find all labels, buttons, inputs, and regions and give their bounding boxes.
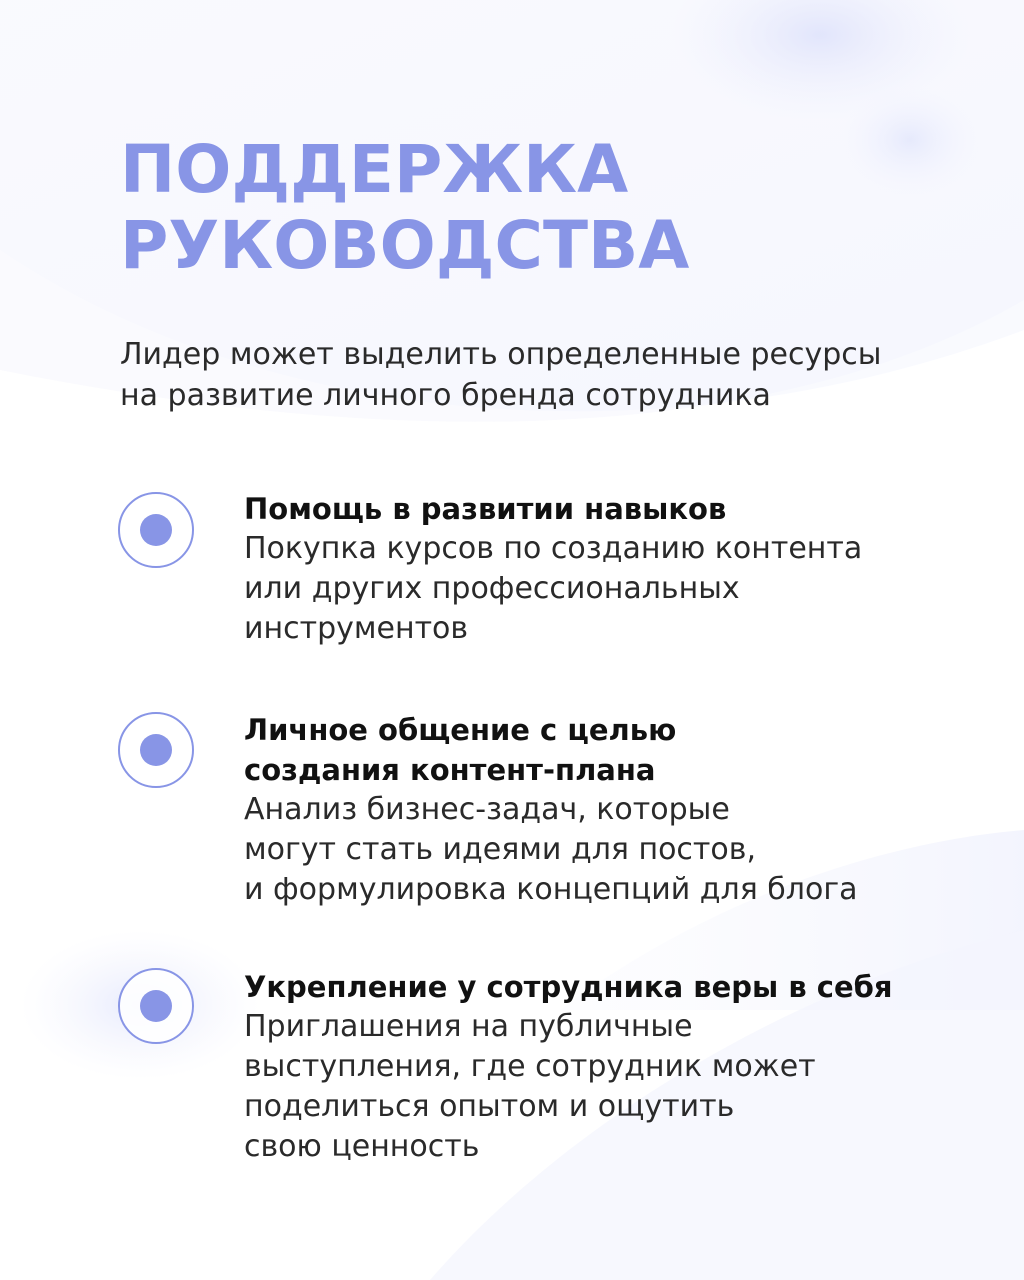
- bullet-circle-icon: [118, 712, 194, 788]
- page-title-line: РУКОВОДСТВА: [120, 207, 690, 284]
- page-title: [120, 132, 689, 284]
- item-title: Личное общение с целью создания контент-плана: [244, 713, 677, 787]
- bullet-circle-icon: [118, 492, 194, 568]
- item-description: Приглашения на публичные выступления, где сотрудник может поделиться опытом и ощутить свою ценность: [244, 1009, 816, 1164]
- page-title-line: ПОДДЕРЖКА: [120, 131, 629, 208]
- intro-line: Лидер может выделить определенные ресурсы: [120, 337, 882, 372]
- item-description: Анализ бизнес-задач, которые могут стать идеями для постов, и формулировка концепций для блога: [244, 792, 858, 907]
- intro-line: на развитие личного бренда сотрудника: [120, 378, 771, 413]
- bullet-circle-icon: [118, 968, 194, 1044]
- item-title: Укрепление у сотрудника веры в себя: [244, 970, 893, 1004]
- intro-text: [120, 334, 980, 416]
- item-title: Помощь в развитии навыков: [244, 492, 727, 526]
- item-description: Покупка курсов по созданию контента или других профессиональных инструментов: [244, 531, 863, 646]
